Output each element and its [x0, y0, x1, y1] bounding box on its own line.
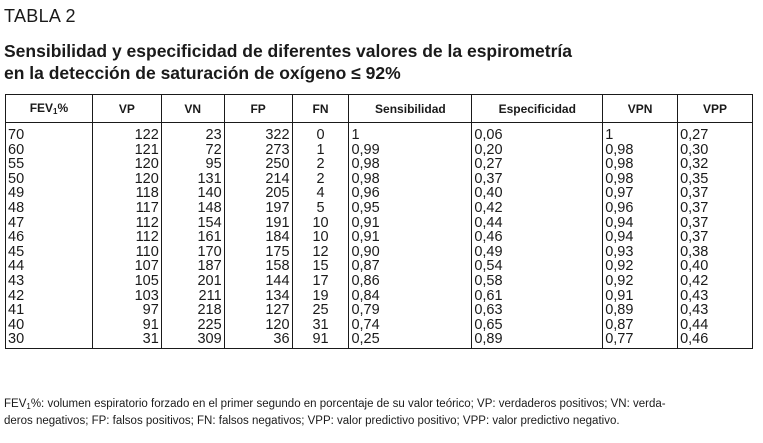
cell-fev: 40: [6, 318, 93, 333]
cell-fp: 214: [224, 172, 292, 187]
cell-esp: 0,65: [472, 318, 603, 333]
cell-sens: 0,90: [349, 245, 472, 260]
cell-vpp: 0,37: [678, 216, 753, 231]
cell-sens: 0,74: [349, 318, 472, 333]
cell-fp: 36: [224, 332, 292, 348]
cell-fn: 31: [292, 318, 349, 333]
cell-vpp: 0,43: [678, 289, 753, 304]
data-table: [5, 94, 753, 349]
cell-fp: 322: [224, 123, 292, 143]
cell-sens: 0,98: [349, 157, 472, 172]
cell-fev: 60: [6, 143, 93, 158]
cell-vpn: 0,93: [603, 245, 678, 260]
cell-sens: 0,87: [349, 259, 472, 274]
cell-vn: 211: [161, 289, 224, 304]
cell-fev: 55: [6, 157, 93, 172]
cell-vp: 97: [92, 303, 161, 318]
title-line-2: en la detección de saturación de oxígeno ≤ 92%: [4, 63, 401, 83]
cell-vp: 120: [92, 172, 161, 187]
cell-vpn: 0,98: [603, 172, 678, 187]
cell-fp: 273: [224, 143, 292, 158]
cell-vpp: 0,44: [678, 318, 753, 333]
cell-vpn: 0,94: [603, 216, 678, 231]
cell-vp: 107: [92, 259, 161, 274]
cell-fn: 12: [292, 245, 349, 260]
cell-fp: 197: [224, 201, 292, 216]
cell-vpn: 0,87: [603, 318, 678, 333]
cell-fp: 158: [224, 259, 292, 274]
cell-vn: 131: [161, 172, 224, 187]
cell-esp: 0,49: [472, 245, 603, 260]
cell-vpn: 0,96: [603, 201, 678, 216]
cell-sens: 0,95: [349, 201, 472, 216]
table-row: [6, 201, 753, 216]
cell-vn: 187: [161, 259, 224, 274]
cell-esp: 0,44: [472, 216, 603, 231]
cell-vn: 154: [161, 216, 224, 231]
cell-vp: 103: [92, 289, 161, 304]
cell-fn: 17: [292, 274, 349, 289]
cell-vpp: 0,38: [678, 245, 753, 260]
cell-vpn: 0,98: [603, 143, 678, 158]
col-header-vpp: VPP: [678, 95, 753, 123]
cell-fn: 15: [292, 259, 349, 274]
cell-fn: 10: [292, 230, 349, 245]
cell-fn: 0: [292, 123, 349, 143]
table-row: [6, 289, 753, 304]
cell-vpp: 0,27: [678, 123, 753, 143]
cell-fev: 42: [6, 289, 93, 304]
col-header-fn: FN: [292, 95, 349, 123]
cell-esp: 0,58: [472, 274, 603, 289]
cell-vpn: 0,91: [603, 289, 678, 304]
cell-vpn: 0,97: [603, 186, 678, 201]
cell-esp: 0,06: [472, 123, 603, 143]
cell-vn: 218: [161, 303, 224, 318]
col-header-vp: VP: [92, 95, 161, 123]
table-row: [6, 216, 753, 231]
table-label: TABLA 2: [4, 6, 76, 26]
cell-fp: 175: [224, 245, 292, 260]
cell-vpp: 0,46: [678, 332, 753, 348]
cell-fp: 184: [224, 230, 292, 245]
cell-sens: 0,96: [349, 186, 472, 201]
cell-vp: 91: [92, 318, 161, 333]
table-row: [6, 318, 753, 333]
cell-esp: 0,46: [472, 230, 603, 245]
cell-vn: 140: [161, 186, 224, 201]
table-row: [6, 230, 753, 245]
table-row: [6, 143, 753, 158]
cell-vn: 148: [161, 201, 224, 216]
cell-fn: 1: [292, 143, 349, 158]
cell-esp: 0,37: [472, 172, 603, 187]
table-row: [6, 259, 753, 274]
cell-fp: 120: [224, 318, 292, 333]
cell-esp: 0,42: [472, 201, 603, 216]
cell-vp: 105: [92, 274, 161, 289]
cell-sens: 0,84: [349, 289, 472, 304]
cell-vpn: 0,89: [603, 303, 678, 318]
table-row: [6, 245, 753, 260]
cell-fev: 50: [6, 172, 93, 187]
cell-esp: 0,54: [472, 259, 603, 274]
cell-vpp: 0,43: [678, 303, 753, 318]
cell-vpp: 0,32: [678, 157, 753, 172]
cell-sens: 0,98: [349, 172, 472, 187]
cell-vpp: 0,30: [678, 143, 753, 158]
cell-vpp: 0,40: [678, 259, 753, 274]
cell-fn: 2: [292, 172, 349, 187]
cell-esp: 0,61: [472, 289, 603, 304]
cell-vn: 309: [161, 332, 224, 348]
col-header-fp: FP: [224, 95, 292, 123]
cell-fp: 134: [224, 289, 292, 304]
cell-esp: 0,63: [472, 303, 603, 318]
cell-vpp: 0,37: [678, 201, 753, 216]
cell-vpn: 1: [603, 123, 678, 143]
cell-sens: 0,91: [349, 216, 472, 231]
cell-vpp: 0,37: [678, 186, 753, 201]
cell-fn: 19: [292, 289, 349, 304]
cell-vpn: 0,92: [603, 274, 678, 289]
table-title: [4, 40, 759, 84]
col-header-vn: VN: [161, 95, 224, 123]
footnote: [4, 397, 760, 429]
cell-fn: 10: [292, 216, 349, 231]
cell-vpp: 0,42: [678, 274, 753, 289]
cell-fp: 250: [224, 157, 292, 172]
cell-vp: 117: [92, 201, 161, 216]
col-header-fev: $FEV_1\%$: [6, 95, 93, 123]
cell-fn: 5: [292, 201, 349, 216]
cell-vpn: 0,77: [603, 332, 678, 348]
cell-fev: 47: [6, 216, 93, 231]
cell-fev: 43: [6, 274, 93, 289]
cell-fev: 45: [6, 245, 93, 260]
col-header-vpn: VPN: [603, 95, 678, 123]
cell-vp: 112: [92, 216, 161, 231]
cell-vp: 112: [92, 230, 161, 245]
cell-vpn: 0,92: [603, 259, 678, 274]
table-row: [6, 157, 753, 172]
cell-fp: 205: [224, 186, 292, 201]
cell-sens: 0,99: [349, 143, 472, 158]
cell-esp: 0,27: [472, 157, 603, 172]
cell-vn: 225: [161, 318, 224, 333]
cell-fp: 127: [224, 303, 292, 318]
cell-fev: 30: [6, 332, 93, 348]
cell-fp: 144: [224, 274, 292, 289]
title-line-1: Sensibilidad y especificidad de diferentes valores de la espirometría: [4, 41, 572, 61]
cell-vpp: 0,37: [678, 230, 753, 245]
col-header-especificidad: Especificidad: [472, 95, 603, 123]
table-row: [6, 186, 753, 201]
cell-vp: 121: [92, 143, 161, 158]
header-row: [6, 95, 753, 123]
cell-vp: 122: [92, 123, 161, 143]
cell-vp: 120: [92, 157, 161, 172]
cell-vpn: 0,98: [603, 157, 678, 172]
cell-vp: 118: [92, 186, 161, 201]
cell-vpn: 0,94: [603, 230, 678, 245]
cell-sens: 0,25: [349, 332, 472, 348]
table-row: [6, 274, 753, 289]
table-row: [6, 172, 753, 187]
table-row: [6, 332, 753, 348]
cell-sens: 0,86: [349, 274, 472, 289]
table-body: [6, 123, 753, 349]
cell-fev: 49: [6, 186, 93, 201]
cell-esp: 0,20: [472, 143, 603, 158]
cell-vn: 170: [161, 245, 224, 260]
cell-vn: 161: [161, 230, 224, 245]
cell-fev: 41: [6, 303, 93, 318]
table-row: [6, 303, 753, 318]
cell-vp: 110: [92, 245, 161, 260]
cell-esp: 0,40: [472, 186, 603, 201]
footnote-line-1: $FEV_1\%$: volumen espiratorio forzado en el primer segundo en porcentaje de su valor teórico; VP: verdaderos positivos; VN: verda-: [4, 398, 666, 411]
cell-fev: 70: [6, 123, 93, 143]
cell-vn: 23: [161, 123, 224, 143]
cell-fn: 2: [292, 157, 349, 172]
cell-esp: 0,89: [472, 332, 603, 348]
footnote-line-2: deros negativos; FP: falsos positivos; FN: falsos negativos; VPP: valor predictivo positivo; VPP: valor predictivo negativo.: [4, 415, 620, 427]
cell-vn: 201: [161, 274, 224, 289]
cell-sens: 0,91: [349, 230, 472, 245]
cell-sens: 0,79: [349, 303, 472, 318]
cell-fn: 4: [292, 186, 349, 201]
cell-vn: 72: [161, 143, 224, 158]
cell-fev: 44: [6, 259, 93, 274]
cell-fn: 25: [292, 303, 349, 318]
cell-fev: 48: [6, 201, 93, 216]
cell-fev: 46: [6, 230, 93, 245]
cell-vn: 95: [161, 157, 224, 172]
col-header-sensibilidad: Sensibilidad: [349, 95, 472, 123]
cell-vp: 31: [92, 332, 161, 348]
cell-fp: 191: [224, 216, 292, 231]
cell-sens: 1: [349, 123, 472, 143]
cell-vpp: 0,35: [678, 172, 753, 187]
table-row: [6, 123, 753, 143]
cell-fn: 91: [292, 332, 349, 348]
